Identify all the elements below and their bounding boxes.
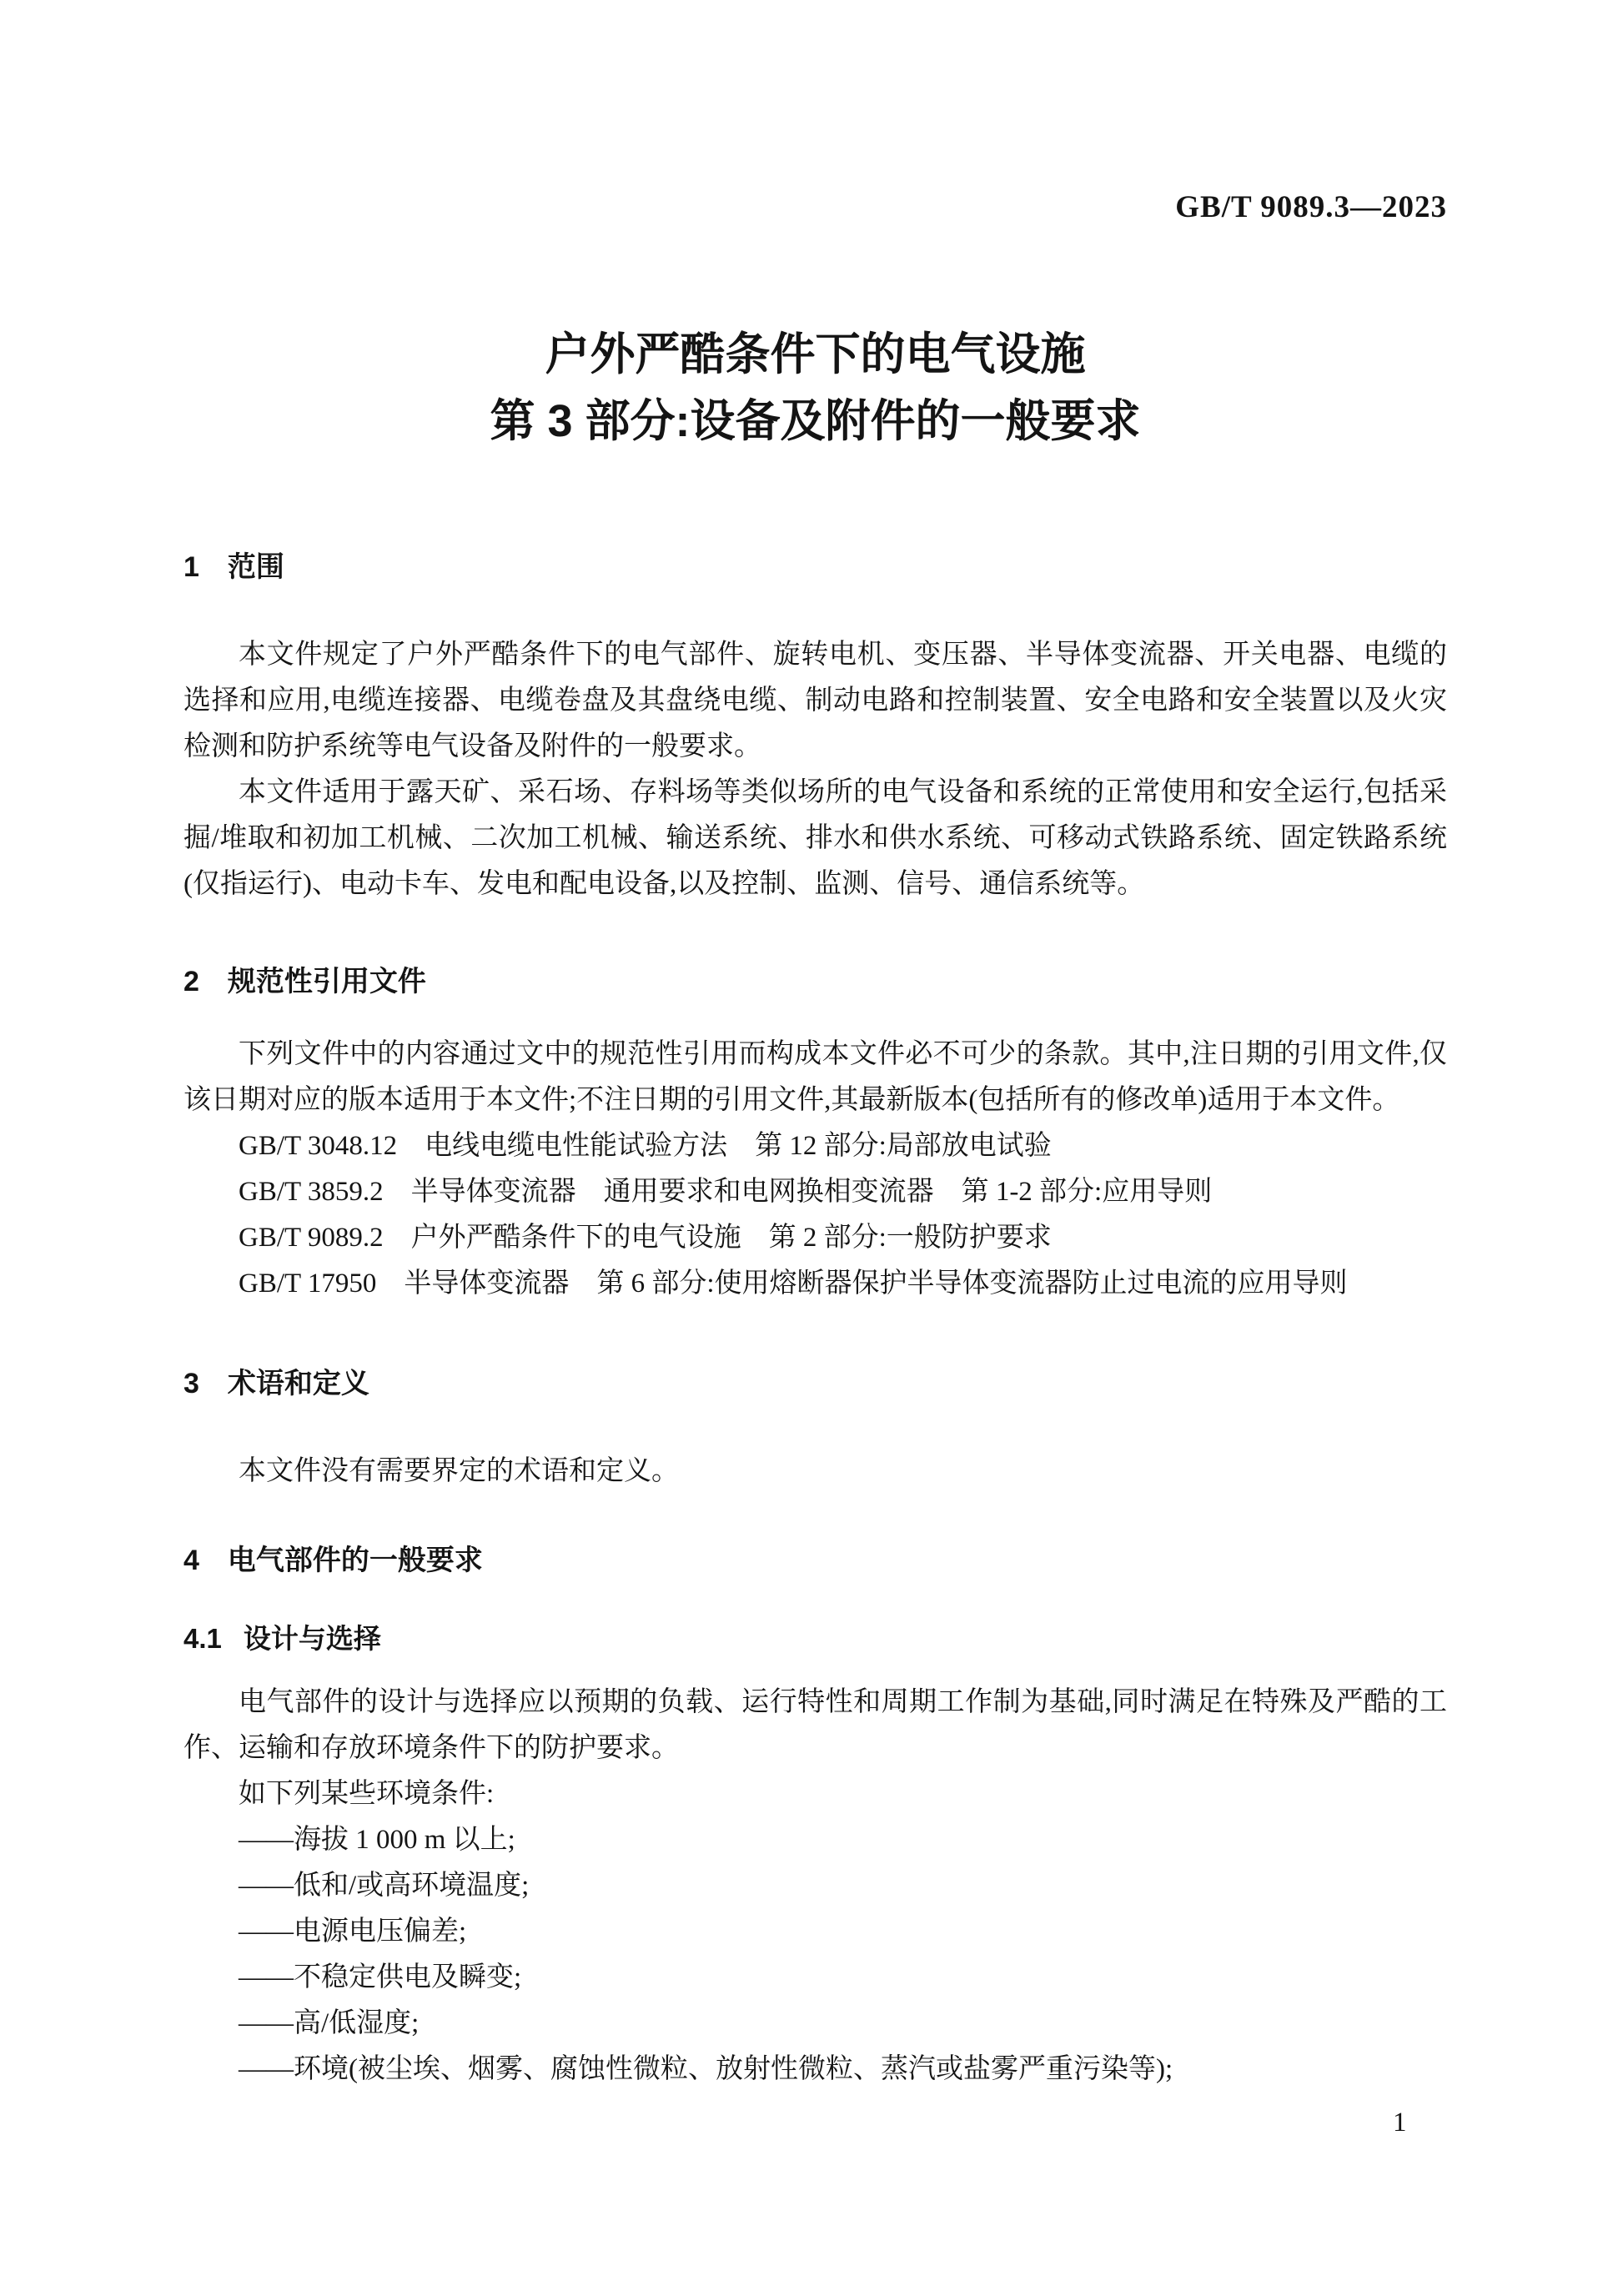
- condition-item: ——高/低湿度;: [239, 2008, 420, 2038]
- condition-item: ——低和/或高环境温度;: [239, 1871, 530, 1901]
- section-4-heading: [183, 1538, 1447, 1584]
- section-1-label: 范围: [227, 551, 284, 583]
- environment-conditions-list: [183, 1817, 1447, 2093]
- reference-item: GB/T 17950 半导体变流器 第 6 部分:使用熔断器保护半导体变流器防止过电流的应用导则: [239, 1269, 1348, 1299]
- section-4-label: 电气部件的一般要求: [227, 1545, 483, 1576]
- reference-item: GB/T 9089.2 户外严酷条件下的电气设施 第 2 部分:一般防护要求: [239, 1223, 1052, 1253]
- reference-item: GB/T 3859.2 半导体变流器 通用要求和电网换相变流器 第 1-2 部分:应用导则: [239, 1177, 1213, 1207]
- scope-paragraph-1: 本文件规定了户外严酷条件下的电气部件、旋转电机、变压器、半导体变流器、开关电器、电缆的选择和应用,电缆连接器、电缆卷盘及其盘绕电缆、制动电路和控制装置、安全电路和安全装置以及火灾检测和防护系统等电气设备及附件的一般要求。: [183, 640, 1447, 761]
- section-4-1-heading: [183, 1615, 1447, 1661]
- section-4-1-label: 设计与选择: [243, 1623, 381, 1654]
- condition-item: ——海拔 1 000 m 以上;: [239, 1825, 515, 1855]
- condition-item: ——不稳定供电及瞬变;: [239, 1962, 522, 1992]
- scope-paragraph-2: 本文件适用于露天矿、采石场、存料场等类似场所的电气设备和系统的正常使用和安全运行,包括采掘/堆取和初加工机械、二次加工机械、输送系统、排水和供水系统、可移动式铁路系统、固定铁路系统(仅指运行)、电动卡车、发电和配电设备,以及控制、监测、信号、通信系统等。: [183, 777, 1447, 899]
- section-4-1-number: 4.1: [183, 1623, 222, 1654]
- terms-paragraph: 本文件没有需要界定的术语和定义。: [239, 1456, 679, 1486]
- section-1-heading: [183, 545, 1447, 590]
- references-intro-paragraph: 下列文件中的内容通过文中的规范性引用而构成本文件必不可少的条款。其中,注日期的引用文件,仅该日期对应的版本适用于本文件;不注日期的引用文件,其最新版本(包括所有的修改单)适用于本文件。: [183, 1039, 1448, 1115]
- design-paragraph-2: 如下列某些环境条件:: [239, 1779, 495, 1809]
- references-list: [183, 1123, 1447, 1307]
- condition-item: ——环境(被尘埃、烟雾、腐蚀性微粒、放射性微粒、蒸汽或盐雾严重污染等);: [239, 2054, 1173, 2084]
- section-3-number: 3: [183, 1368, 199, 1399]
- document-title-line1: 户外严酷条件下的电气设施: [545, 329, 1086, 379]
- section-2-heading: [183, 959, 1447, 1005]
- section-3-heading: [183, 1361, 1447, 1407]
- section-1-number: 1: [183, 551, 199, 583]
- document-title-line2: 第 3 部分:设备及附件的一般要求: [490, 396, 1141, 446]
- design-paragraph-1: 电气部件的设计与选择应以预期的负载、运行特性和周期工作制为基础,同时满足在特殊及严酷的工作、运输和存放环境条件下的防护要求。: [183, 1687, 1447, 1763]
- section-2-number: 2: [183, 966, 199, 997]
- section-4-number: 4: [183, 1545, 199, 1576]
- section-2-label: 规范性引用文件: [227, 966, 426, 997]
- condition-item: ——电源电压偏差;: [239, 1917, 467, 1947]
- standard-number: GB/T 9089.3—2023: [1175, 190, 1447, 224]
- section-3-label: 术语和定义: [227, 1368, 369, 1399]
- reference-item: GB/T 3048.12 电线电缆电性能试验方法 第 12 部分:局部放电试验: [239, 1131, 1052, 1161]
- document-title: [183, 321, 1447, 455]
- page-number: 1: [1393, 2108, 1407, 2138]
